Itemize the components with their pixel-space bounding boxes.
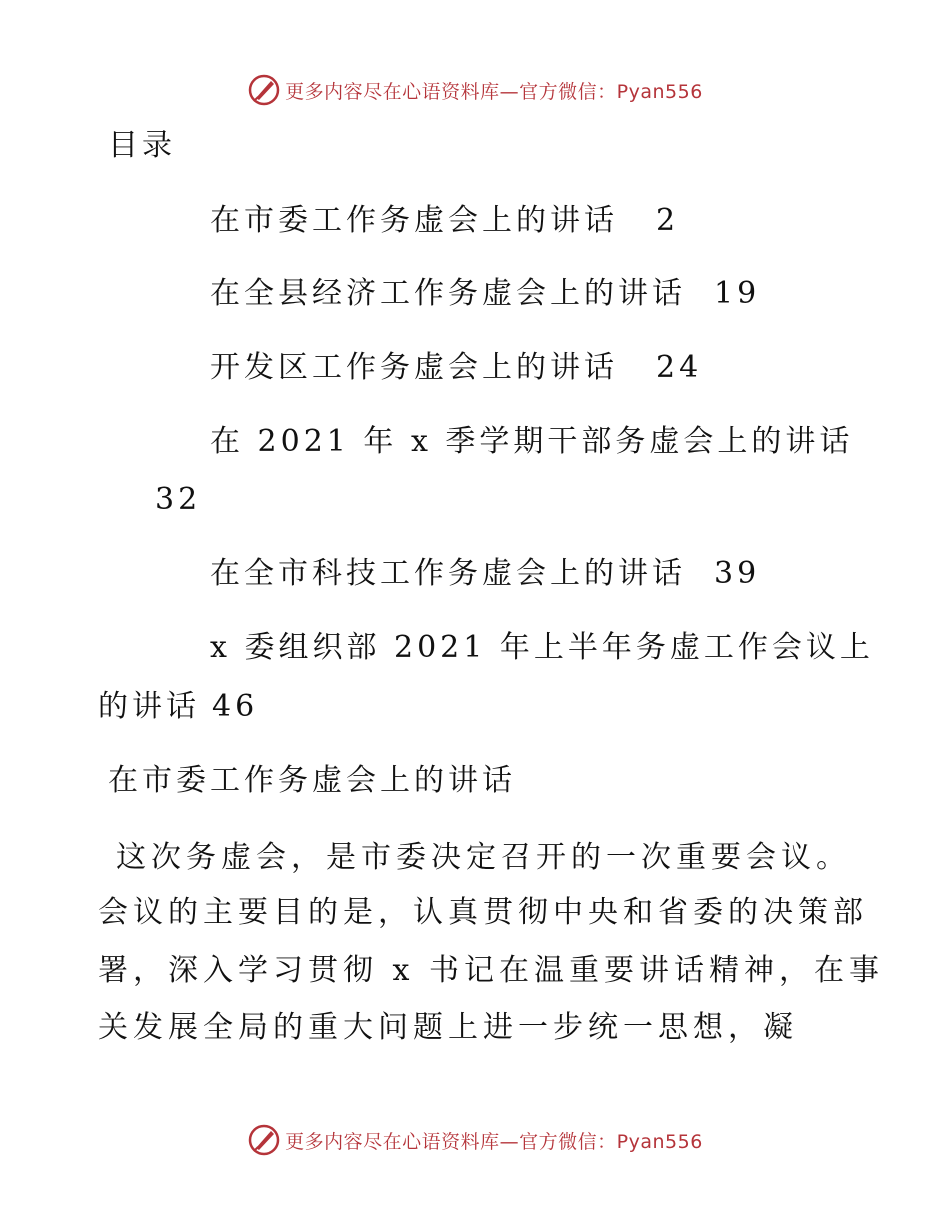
watermark-header: [0, 70, 950, 110]
paragraph-line: 署，深入学习贯彻 x 书记在温重要讲话精神，在事: [98, 953, 884, 988]
toc-entry-title-cont: 的讲话: [98, 689, 200, 724]
toc-entry[interactable]: [210, 350, 702, 386]
watermark-footer: [0, 1120, 950, 1160]
toc-entry[interactable]: [210, 424, 853, 460]
toc-entry-page: 24: [656, 350, 703, 385]
section-heading: 在市委工作务虚会上的讲话: [108, 763, 516, 798]
pen-feather-icon: [247, 1123, 281, 1157]
toc-title: 目录: [108, 128, 176, 163]
toc-entry-page: 19: [714, 276, 761, 311]
toc-entry-page: 46: [212, 689, 259, 724]
pen-feather-icon: [247, 73, 281, 107]
toc-entry[interactable]: [210, 276, 760, 312]
toc-entry-title: 在全市科技工作务虚会上的讲话: [210, 556, 686, 591]
toc-entry-title: 开发区工作务虚会上的讲话: [210, 350, 618, 385]
toc-entry-title: 在市委工作务虚会上的讲话: [210, 203, 618, 238]
paragraph-line: 关发展全局的重大问题上进一步统一思想，凝: [98, 1010, 798, 1045]
paragraph-line: 这次务虚会，是市委决定召开的一次重要会议。: [116, 840, 851, 875]
toc-entry-title: 在全县经济工作务虚会上的讲话: [210, 276, 686, 311]
toc-entry-page[interactable]: 32: [155, 482, 202, 517]
paragraph-line: 会议的主要目的是，认真贯彻中央和省委的决策部: [98, 895, 868, 930]
toc-entry[interactable]: [210, 203, 679, 239]
toc-entry-page: 39: [714, 556, 761, 591]
toc-entry-title: x 委组织部 2021 年上半年务虚工作会议上: [210, 630, 874, 665]
toc-entry[interactable]: [210, 556, 760, 592]
toc-entry-page: 2: [656, 203, 680, 238]
watermark-text: 更多内容尽在心语资料库—官方微信：Pyan556: [285, 80, 703, 103]
watermark-text: 更多内容尽在心语资料库—官方微信：Pyan556: [285, 1130, 703, 1153]
toc-entry-title: 在 2021 年 x 季学期干部务虚会上的讲话: [210, 424, 854, 459]
toc-entry-continued[interactable]: [98, 689, 258, 725]
toc-entry[interactable]: [210, 630, 874, 666]
